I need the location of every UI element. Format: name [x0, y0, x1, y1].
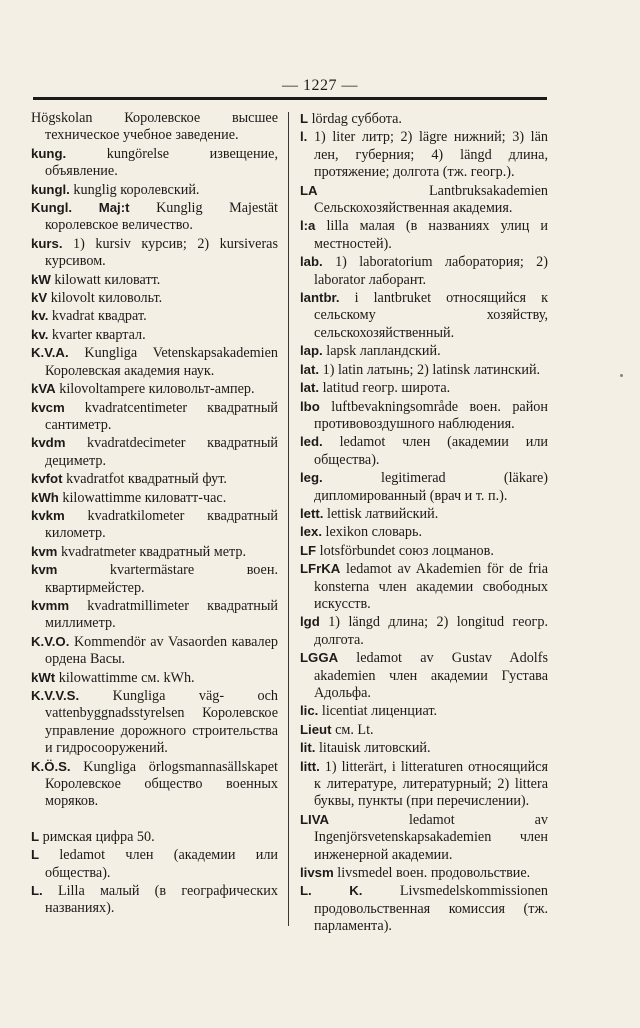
entry-headword: Kungl. Maj:t [31, 200, 130, 216]
entry-headword: kvm [31, 562, 58, 578]
dictionary-entry [31, 507, 278, 543]
entry-definition: kvarter квартал. [48, 326, 146, 343]
entry-headword: lab. [300, 254, 323, 270]
entry-headword: LA [300, 182, 318, 198]
entry-definition: kungörelse извещение, объявление. [45, 145, 278, 180]
dictionary-entry [300, 379, 548, 397]
dictionary-entry [300, 864, 548, 882]
dictionary-entry [300, 649, 548, 702]
dictionary-entry [31, 289, 278, 307]
dictionary-entry [300, 882, 548, 935]
dictionary-entry [31, 669, 278, 687]
entry-headword: kvmm [31, 597, 70, 613]
entry-headword: kVA [31, 381, 56, 397]
entry-headword: K.V.A. [31, 345, 69, 361]
dictionary-entry [300, 560, 548, 613]
entry-headword: kvkm [31, 507, 65, 523]
dictionary-entry [31, 326, 278, 344]
entry-headword: l:a [300, 218, 316, 234]
dictionary-entry [31, 758, 278, 811]
entry-definition: см. Lt. [331, 721, 374, 738]
entry-definition: kvadrat квадрат. [48, 308, 147, 325]
dictionary-entry [300, 398, 548, 434]
entry-headword: litt. [300, 758, 320, 774]
entry-headword: Lieut [300, 721, 332, 737]
entry-headword: LF [300, 542, 317, 558]
dictionary-entry [31, 543, 278, 561]
entry-definition: Kunglig Majestät королевское величество. [45, 200, 278, 234]
dictionary-entry [300, 721, 548, 739]
dictionary-entry [31, 470, 278, 488]
entry-headword: kurs. [31, 235, 63, 251]
entry-definition: kilovolt киловольт. [47, 290, 163, 307]
entry-headword: L. [31, 883, 43, 899]
entry-definition: ledamot av Ingenjörsvetenskapsakademien член инженерной академии. [314, 811, 548, 863]
entry-definition: Livsmedelskommissionen продовольственная комиссия (тж. парламента). [314, 883, 548, 935]
dictionary-entry [31, 434, 278, 470]
entry-definition: kilovoltampere киловольт-ампер. [55, 381, 255, 398]
entry-headword: kvm [31, 543, 58, 559]
entry-headword: kv. [31, 308, 49, 324]
dictionary-entry [31, 235, 278, 271]
entry-headword: kungl. [31, 181, 70, 197]
entry-definition: Kommendör av Vasaorden кавалер ордена Васы. [45, 633, 278, 668]
dictionary-entry [31, 687, 278, 758]
entry-headword: leg. [300, 470, 323, 486]
entry-definition: kvadratfot квадратный фут. [62, 471, 227, 488]
entry-headword: lat. [300, 361, 320, 377]
dictionary-entry [31, 882, 278, 918]
entry-headword: kv. [31, 326, 49, 342]
entry-definition: kunglig королевский. [69, 181, 200, 198]
entry-definition: litauisk литовский. [315, 740, 431, 757]
entry-definition: lettisk латвийский. [323, 505, 439, 522]
entry-headword: K.Ö.S. [31, 758, 71, 774]
dictionary-entry [31, 380, 278, 398]
dictionary-entry [31, 846, 278, 882]
dictionary-entry [31, 181, 278, 199]
entry-headword: LIVA [300, 811, 330, 827]
entry-definition: lördag суббота. [308, 111, 402, 127]
dictionary-entry [300, 523, 548, 541]
dictionary-entry [31, 828, 278, 846]
entry-definition: lilla малая (в названиях улиц и местностей). [314, 218, 548, 252]
entry-headword: lit. [300, 740, 316, 756]
entry-headword: l. [300, 129, 308, 145]
dictionary-entry [31, 307, 278, 325]
dictionary-entry [300, 342, 548, 360]
dictionary-entry [300, 433, 548, 469]
entry-definition: Kungliga väg- och vattenbyggnadsstyrelsen Королевское управление дорожного строительства и гидросооружений. [45, 688, 278, 757]
entry-definition: kilowattimme см. kWh. [55, 669, 195, 686]
right-column [300, 110, 548, 936]
entry-headword: L [31, 828, 40, 844]
dictionary-entry [31, 399, 278, 435]
dictionary-entry [31, 633, 278, 669]
dictionary-entry [31, 145, 278, 181]
entry-definition: kilowattimme киловатт-час. [58, 489, 227, 506]
entry-definition: luftbevakningsområde воен. район противовоздушного наблюдения. [314, 398, 548, 432]
dictionary-entry [300, 758, 548, 811]
entry-headword: lett. [300, 505, 324, 521]
entry-headword: LGGA [300, 650, 339, 666]
dictionary-entry [300, 217, 548, 253]
entry-definition: kvadratcentimeter квадратный сантиметр. [45, 399, 278, 433]
entry-definition: 1) längd длина; 2) longitud геогр. долгота. [314, 614, 548, 648]
entry-definition: licentiat лиценциат. [318, 703, 438, 720]
entry-headword: L [300, 111, 309, 126]
entry-headword: K.V.O. [31, 633, 70, 649]
entry-definition: kvartermästare воен. квартирмейстер. [45, 562, 278, 596]
dictionary-entry [300, 702, 548, 720]
entry-definition: lapsk лапландский. [322, 343, 441, 360]
column-divider [288, 112, 289, 926]
entry-definition: kvadratmeter квадратный метр. [57, 543, 247, 560]
entry-definition: kvadratdecimeter квадратный дециметр. [45, 435, 278, 469]
entry-headword: kV [31, 290, 48, 306]
dictionary-entry [31, 344, 278, 380]
page-number: — 1227 — [282, 77, 358, 94]
dictionary-entry [31, 271, 278, 289]
entry-definition: Högskolan Королевское высшее техническое учебное заведение. [31, 110, 278, 144]
entry-definition: kilowatt киловатт. [50, 271, 161, 288]
entry-definition: римская цифра 50. [39, 828, 155, 845]
entry-headword: kvcm [31, 399, 65, 415]
dictionary-entry [300, 811, 548, 864]
dictionary-entry [300, 542, 548, 560]
entry-headword: kW [31, 271, 51, 287]
entry-definition: latitud геогр. широта. [319, 380, 451, 397]
dictionary-entry [31, 110, 278, 145]
entry-definition: Lilla малый (в географических названиях). [42, 883, 278, 917]
entry-definition: ledamot av Akademien för de fria konsterna член академии свободных искусств. [314, 561, 548, 612]
entry-headword: kvfot [31, 471, 63, 487]
entry-definition: ledamot член (академии или общества). [314, 434, 548, 468]
header-rule [33, 97, 547, 100]
entry-headword: L [31, 847, 40, 863]
entry-definition: i lantbruket относящийся к сельскому хозяйству, сельскохозяйственный. [314, 290, 548, 341]
entry-headword: L. K. [300, 883, 363, 899]
entry-headword: lat. [300, 380, 320, 396]
entry-headword: lantbr. [300, 290, 340, 306]
dictionary-entry [300, 110, 548, 128]
entry-headword: kWt [31, 669, 56, 685]
dictionary-entry [300, 505, 548, 523]
entry-headword: lic. [300, 703, 319, 719]
dictionary-entry [300, 739, 548, 757]
entry-definition: lotsförbundet союз лоцманов. [316, 542, 494, 559]
entry-definition: kvadratmillimeter квадратный миллиметр. [45, 597, 278, 632]
entry-definition: kvadratkilometer квадратный километр. [45, 507, 278, 542]
entry-headword: livsm [300, 865, 334, 881]
entry-definition: legitimerad (läkare) дипломированный (врач и т. п.). [314, 470, 548, 504]
entry-definition: livsmedel воен. продовольствие. [333, 865, 531, 882]
entry-definition: 1) latin латынь; 2) latinsk латинский. [319, 361, 541, 378]
dictionary-entry [300, 253, 548, 289]
entry-headword: led. [300, 434, 323, 450]
dictionary-entry [31, 489, 278, 507]
entry-headword: kung. [31, 145, 67, 161]
entry-definition: Lantbruksakademien Сельскохозяйственная академия. [314, 182, 548, 217]
entry-definition: lexikon словарь. [322, 524, 423, 541]
entry-headword: lgd [300, 614, 320, 630]
dictionary-entry [31, 561, 278, 597]
entry-headword: LFrKA [300, 561, 341, 577]
entry-definition: ledamot член (академии или общества). [39, 847, 278, 881]
dictionary-entry [300, 613, 548, 649]
dictionary-entry [300, 469, 548, 505]
dictionary-entry [31, 597, 278, 633]
entry-definition: 1) kursiv курсив; 2) kursiveras курсивом. [45, 235, 278, 270]
entry-headword: kWh [31, 489, 59, 505]
entry-headword: K.V.V.S. [31, 688, 80, 703]
dictionary-entry [300, 128, 548, 181]
entry-headword: lbo [300, 398, 320, 414]
left-column [31, 110, 278, 918]
dictionary-entry [31, 199, 278, 235]
scan-mark [620, 374, 623, 377]
entry-definition: 1) liter литр; 2) lägre нижний; 3) län лен, губерния; 4) längd длина, протяжение; долгота (тж. геогр.). [307, 129, 548, 181]
entry-definition: 1) laboratorium лаборатория; 2) laborator лаборант. [314, 254, 548, 288]
entry-headword: lex. [300, 524, 322, 540]
entry-headword: kvdm [31, 435, 66, 451]
dictionary-entry [300, 289, 548, 342]
dictionary-entry [300, 361, 548, 379]
entry-headword: lap. [300, 343, 323, 359]
entry-definition: Kungliga örlogsmannasällskapet Королевское общество военных моряков. [45, 758, 278, 810]
entry-definition: Kungliga Vetenskapsakademien Королевская академия наук. [45, 345, 278, 379]
entry-definition: 1) litterärt, i litteraturen относящийся к литературе, литературный; 2) littera буквы, пункты (при перечислении). [314, 758, 548, 810]
entry-definition: ledamot av Gustav Adolfs akademien член академии Густава Адольфа. [314, 650, 548, 701]
dictionary-entry [300, 182, 548, 218]
